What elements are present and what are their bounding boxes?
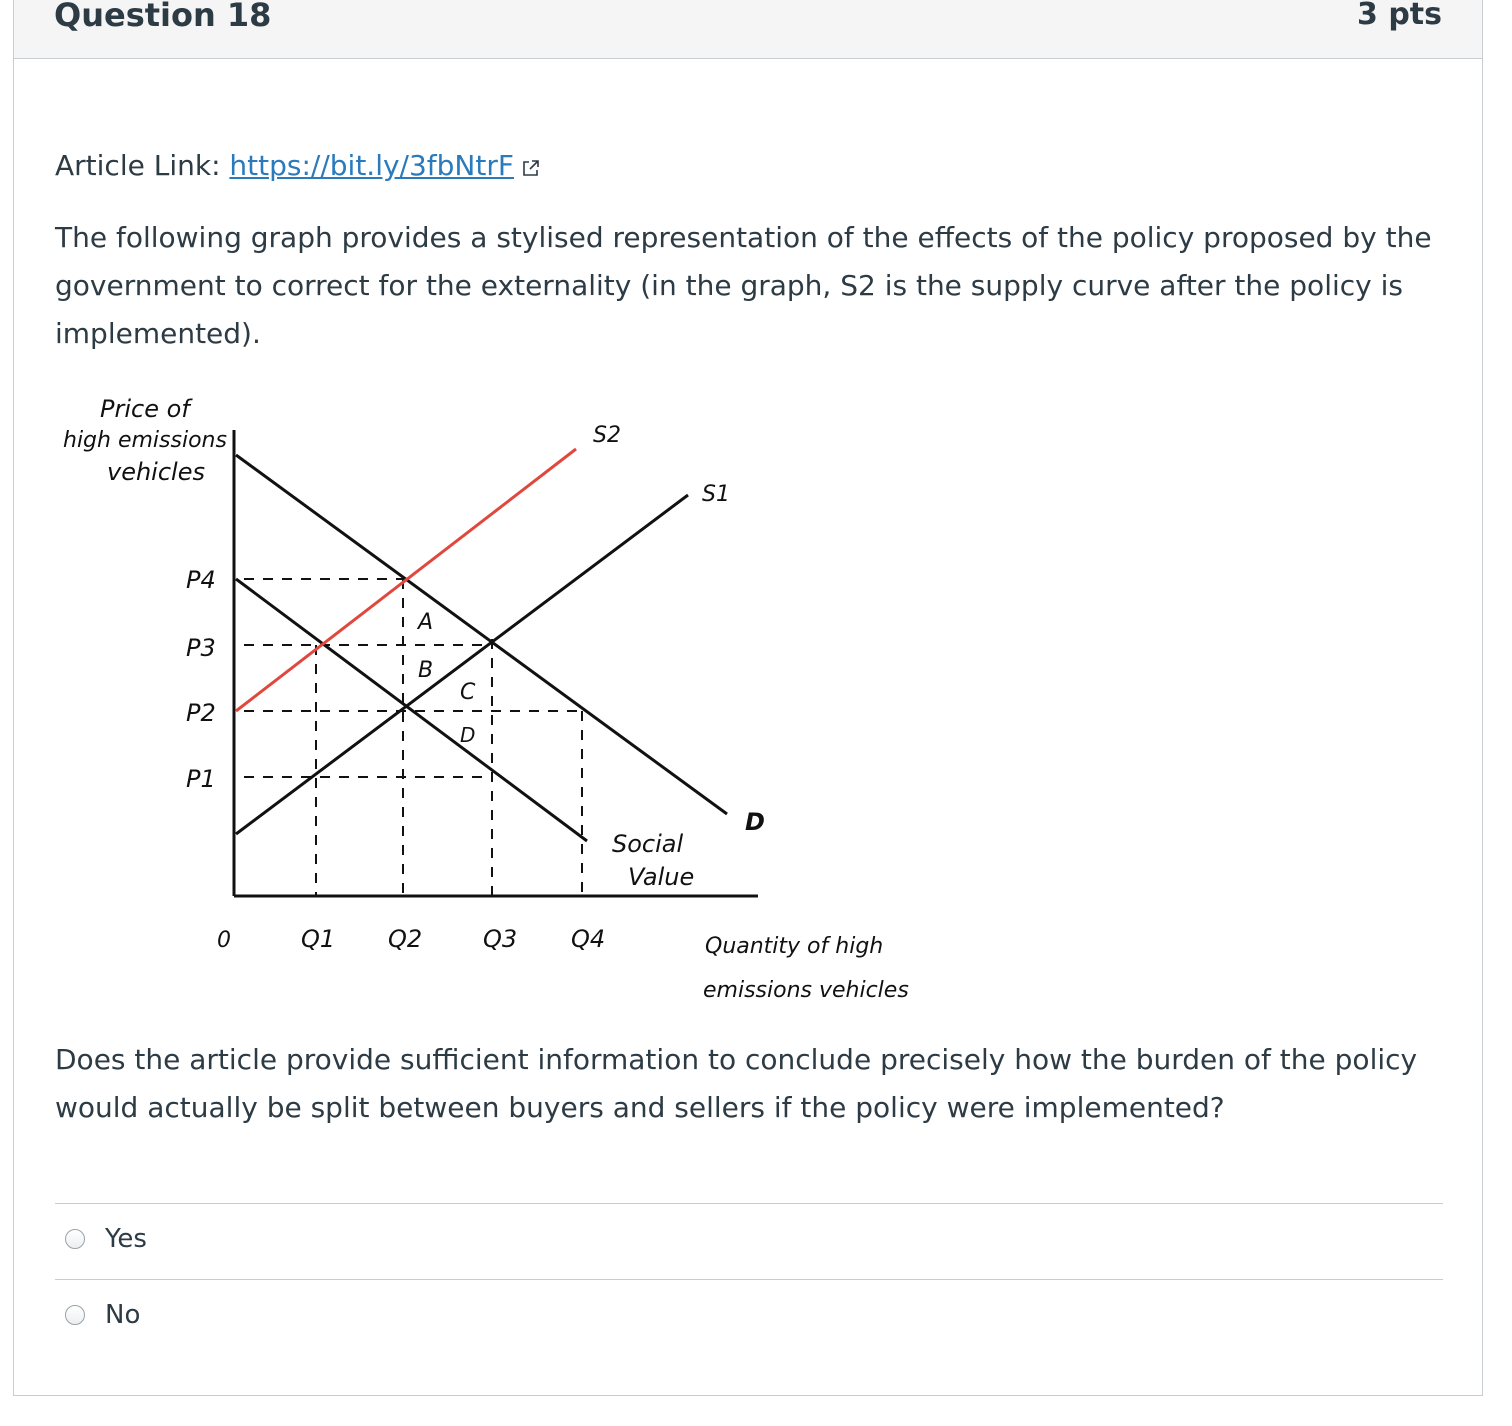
answer-option-yes[interactable] <box>55 1203 1443 1279</box>
x-axis-label-line-1: Quantity of high <box>705 934 884 959</box>
answer-label-no[interactable]: No <box>105 1300 141 1330</box>
quantity-label-q4: Q4 <box>571 925 606 953</box>
x-axis-label-line-2: emissions vehicles <box>703 978 909 1003</box>
answer-list <box>55 1203 1443 1355</box>
price-label-p4: P4 <box>186 566 216 594</box>
social-value-label-line-1: Social <box>612 830 684 858</box>
s1-label: S1 <box>702 482 730 507</box>
s1-curve <box>236 495 688 834</box>
demand-label: D <box>745 808 765 836</box>
question-text: Does the article provide sufficient information to conclude precisely how the burden of the policy would actually be split between buyers and sellers if the policy were implemented? <box>55 1043 1418 1124</box>
article-link-row <box>55 146 540 188</box>
quantity-label-q1: Q1 <box>301 925 336 953</box>
external-link-icon[interactable] <box>522 148 540 188</box>
y-axis-label-line-2: high emissions <box>63 428 227 453</box>
radio-no[interactable] <box>65 1305 85 1325</box>
area-label-a: A <box>418 610 434 635</box>
question-points: 3 pts <box>1357 0 1442 32</box>
area-label-d: D <box>460 723 476 747</box>
area-label-c: C <box>460 680 476 705</box>
price-label-p2: P2 <box>186 699 216 727</box>
quantity-label-q3: Q3 <box>483 925 518 953</box>
question-header <box>14 0 1482 59</box>
y-axis-label-line-3: vehicles <box>107 458 205 486</box>
prompt-text: The following graph provides a stylised representation of the effects of the policy proposed by the government to correct for the externality (in the graph, S2 is the supply curve after the policy is implemented). <box>55 221 1432 350</box>
social-value-label-line-2: Value <box>628 863 695 891</box>
price-label-p1: P1 <box>186 765 216 793</box>
article-link-label: Article Link: <box>55 149 221 182</box>
origin-label: 0 <box>217 928 231 953</box>
price-label-p3: P3 <box>186 634 216 662</box>
supply-demand-graph <box>55 385 955 1010</box>
answer-label-yes[interactable]: Yes <box>105 1224 147 1254</box>
answer-option-no[interactable] <box>55 1279 1443 1355</box>
question-title: Question 18 <box>54 0 272 34</box>
radio-yes[interactable] <box>65 1229 85 1249</box>
article-link[interactable]: https://bit.ly/3fbNtrF <box>229 149 514 182</box>
area-label-b: B <box>418 658 434 683</box>
s2-label: S2 <box>593 423 621 448</box>
quantity-label-q2: Q2 <box>388 925 423 953</box>
y-axis-label-line-1: Price of <box>100 395 190 423</box>
